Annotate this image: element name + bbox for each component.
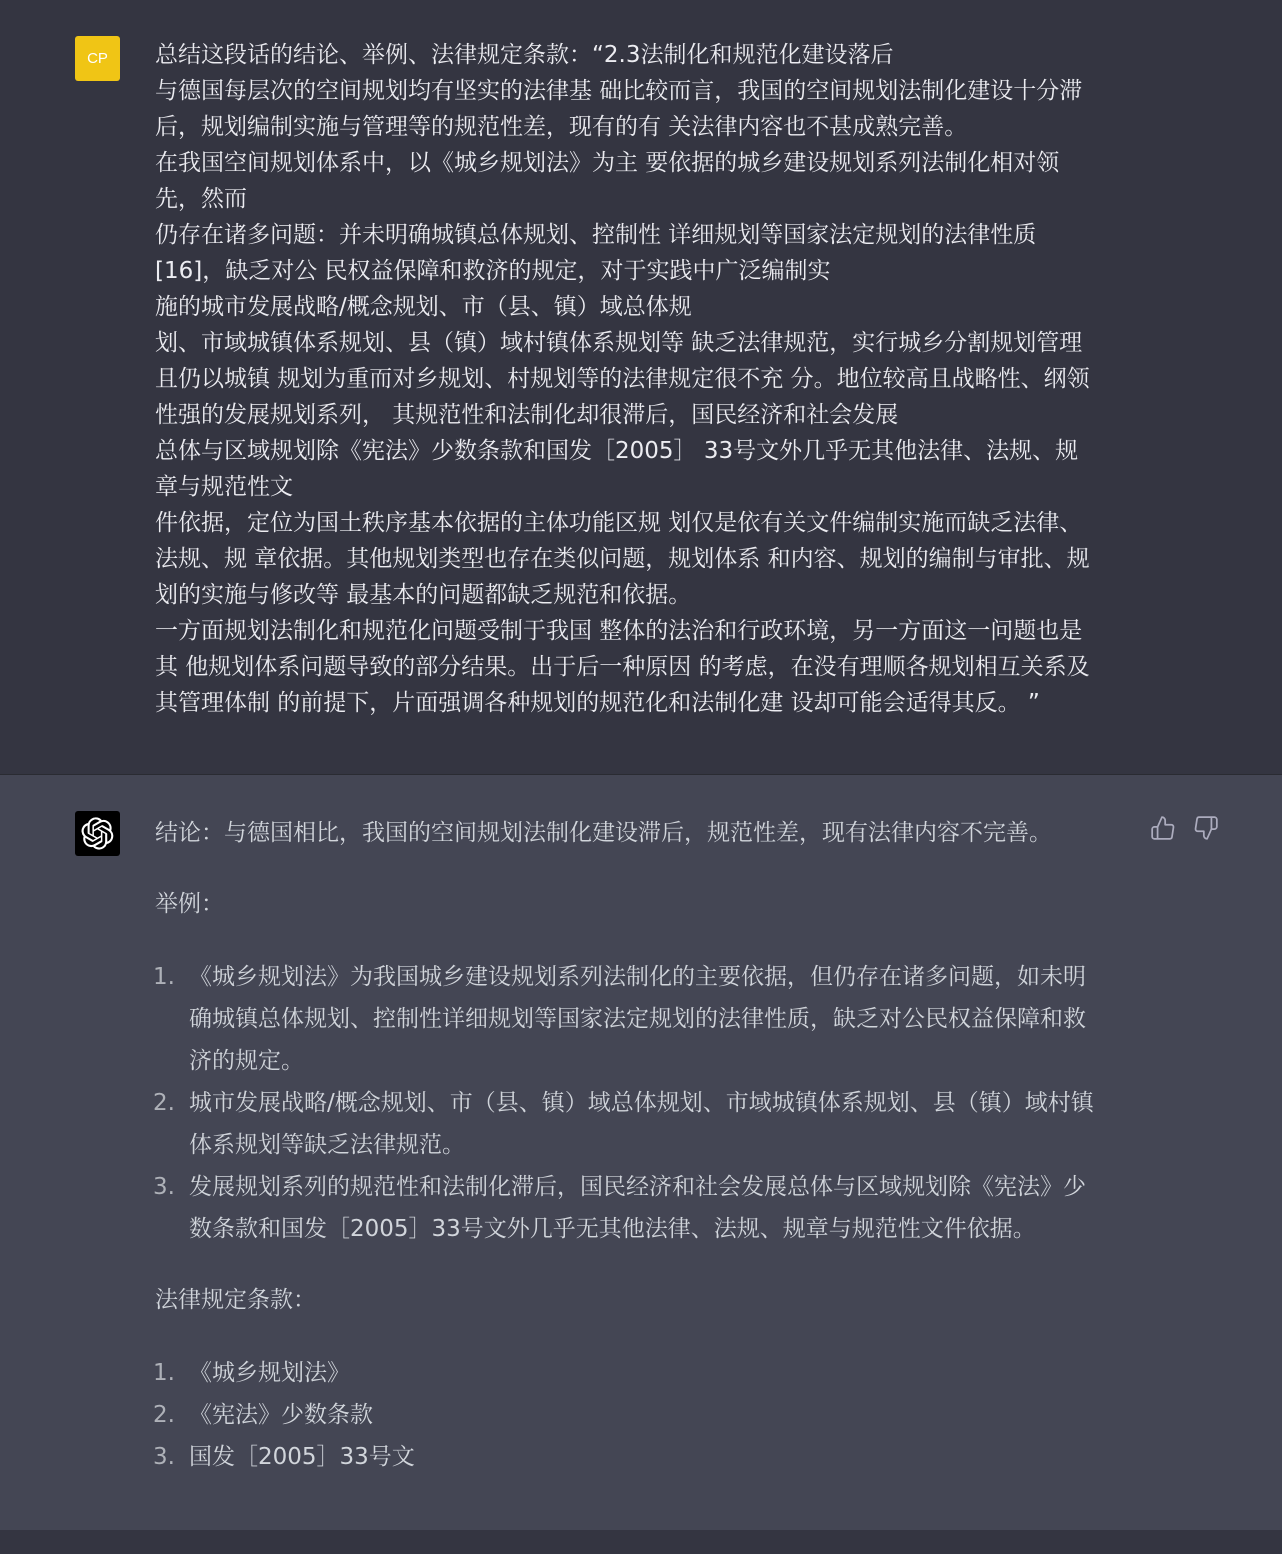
list-item xyxy=(153,956,1153,1082)
list-item-text xyxy=(189,1352,1153,1394)
user-avatar: CP xyxy=(75,36,120,81)
user-message-line: 后，规划编制实施与管理等的规范性差，现有的有 关法律内容也不甚成熟完善。 xyxy=(155,114,968,140)
assistant-conclusion: 结论：与德国相比，我国的空间规划法制化建设滞后，规范性差，现有法律内容不完善。 xyxy=(155,820,1052,846)
list-item xyxy=(153,1352,1153,1394)
assistant-avatar xyxy=(75,811,120,856)
user-message-line: 先，然而 xyxy=(155,186,247,212)
user-message-line: 法规、规 章依据。其他规划类型也存在类似问题，规划体系 和内容、规划的编制与审批、规 xyxy=(155,546,1090,572)
list-item-number: 3. xyxy=(153,1444,175,1470)
list-item-line: 济的规定。 xyxy=(189,1048,304,1074)
user-message-line: 仍存在诸多问题：并未明确城镇总体规划、控制性 详细规划等国家法定规划的法律性质 xyxy=(155,222,1037,248)
list-item-number: 2. xyxy=(153,1090,175,1116)
user-message-line: 性强的发展规划系列， 其规范性和法制化却很滞后，国民经济和社会发展 xyxy=(155,402,899,428)
list-item-line: 国发［2005］33号文 xyxy=(189,1444,415,1470)
user-message-line: 且仍以城镇 规划为重而对乡规划、村规划等的法律规定很不充 分。地位较高且战略性、纲领 xyxy=(155,366,1090,392)
list-item-number: 1. xyxy=(153,964,175,990)
user-message-block xyxy=(0,0,1282,775)
user-message-line: [16]，缺乏对公 民权益保障和救济的规定，对于实践中广泛编制实 xyxy=(155,258,831,284)
list-item-line: 《城乡规划法》 xyxy=(189,1360,350,1386)
user-message-line: 划的实施与修改等 最基本的问题都缺乏规范和依据。 xyxy=(155,582,692,608)
list-item-line: 《宪法》少数条款 xyxy=(189,1402,373,1428)
user-message-line: 总体与区域规划除《宪法》少数条款和国发［2005］ 33号文外几乎无其他法律、法规、规 xyxy=(155,438,1079,464)
list-item-number: 2. xyxy=(153,1402,175,1428)
list-item-line: 确城镇总体规划、控制性详细规划等国家法定规划的法律性质，缺乏对公民权益保障和救 xyxy=(189,1006,1086,1032)
user-message-line: 施的城市发展战略/概念规划、市（县、镇）域总体规 xyxy=(155,294,692,320)
user-message-line: 与德国每层次的空间规划均有坚实的法律基 础比较而言，我国的空间规划法制化建设十分滞 xyxy=(155,78,1083,104)
list-item-text xyxy=(189,1436,1153,1478)
thumbs-down-button[interactable] xyxy=(1193,815,1221,843)
examples-heading: 举例： xyxy=(155,891,224,917)
list-item-number: 3. xyxy=(153,1174,175,1200)
user-message-line: 其管理体制 的前提下，片面强调各种规划的规范化和法制化建 设却可能会适得其反。 ” xyxy=(155,690,1040,716)
user-message-line: 件依据，定位为国土秩序基本依据的主体功能区规 划仅是依有关文件编制实施而缺乏法律、 xyxy=(155,510,1083,536)
user-message-line: 总结这段话的结论、举例、法律规定条款：“2.3法制化和规范化建设落后 xyxy=(155,42,894,68)
law-heading: 法律规定条款： xyxy=(155,1287,316,1313)
user-message-line: 章与规范性文 xyxy=(155,474,293,500)
list-item-text xyxy=(189,1394,1153,1436)
list-item-text xyxy=(189,1166,1153,1250)
bottom-strip xyxy=(0,1530,1282,1554)
user-message-line: 划、市域城镇体系规划、县（镇）域村镇体系规划等 缺乏法律规范，实行城乡分割规划管理 xyxy=(155,330,1083,356)
list-item xyxy=(153,1082,1153,1166)
user-message-text xyxy=(155,37,1145,721)
user-message-line: 一方面规划法制化和规范化问题受制于我国 整体的法治和行政环境，另一方面这一问题也是 xyxy=(155,618,1083,644)
user-message-line: 在我国空间规划体系中，以《城乡规划法》为主 要依据的城乡建设规划系列法制化相对领 xyxy=(155,150,1060,176)
list-item xyxy=(153,1166,1153,1250)
list-item-text xyxy=(189,1082,1153,1166)
list-item-number: 1. xyxy=(153,1360,175,1386)
user-message-line: 其 他规划体系问题导致的部分结果。出于后一种原因 的考虑，在没有理顺各规划相互关系及 xyxy=(155,654,1090,680)
list-item xyxy=(153,1394,1153,1436)
list-item-line: 发展规划系列的规范性和法制化滞后，国民经济和社会发展总体与区域规划除《宪法》少 xyxy=(189,1174,1086,1200)
list-item-line: 《城乡规划法》为我国城乡建设规划系列法制化的主要依据，但仍存在诸多问题，如未明 xyxy=(189,964,1086,990)
openai-logo-icon xyxy=(81,817,114,850)
list-item-line: 数条款和国发［2005］33号文外几乎无其他法律、法规、规章与规范性文件依据。 xyxy=(189,1216,1036,1242)
list-item-text xyxy=(189,956,1153,1082)
law-list xyxy=(153,1352,1153,1478)
thumbs-down-icon xyxy=(1193,815,1219,841)
examples-list xyxy=(153,956,1153,1250)
list-item-line: 体系规划等缺乏法律规范。 xyxy=(189,1132,465,1158)
list-item-line: 城市发展战略/概念规划、市（县、镇）域总体规划、市域城镇体系规划、县（镇）域村镇 xyxy=(189,1090,1094,1116)
list-item xyxy=(153,1436,1153,1478)
